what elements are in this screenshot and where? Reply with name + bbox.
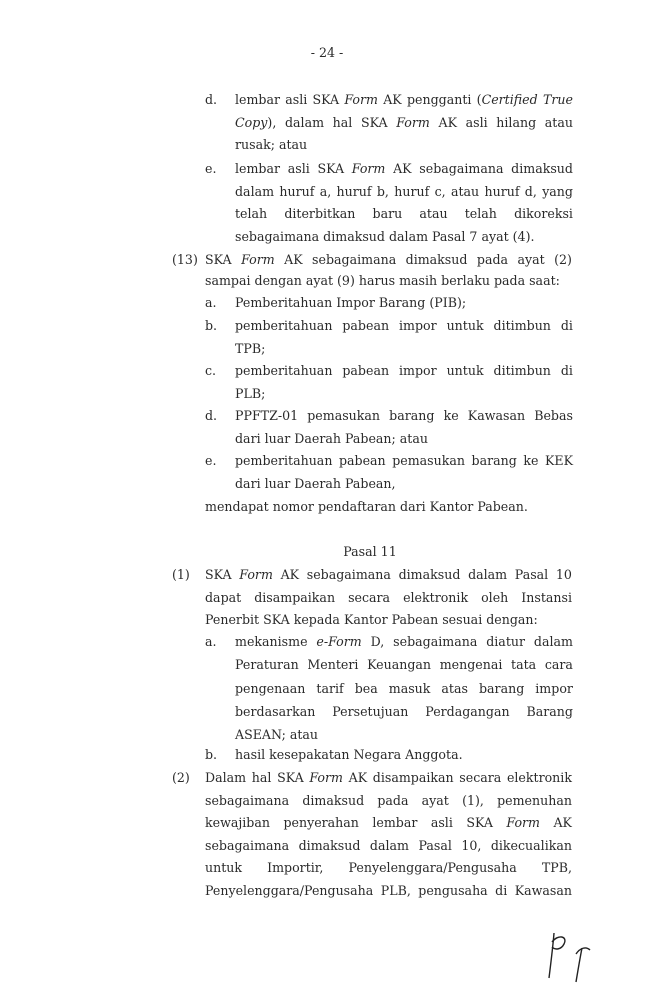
- word: hal: [251, 770, 272, 785]
- word: TPB,: [541, 860, 572, 875]
- word: pada: [476, 252, 509, 267]
- word: AK: [284, 252, 303, 267]
- word: Keuangan: [367, 657, 432, 673]
- word: SKA: [466, 815, 493, 830]
- word: dikoreksi: [514, 206, 573, 221]
- word: pemasukan: [307, 408, 381, 423]
- item-marker: b.: [205, 318, 218, 333]
- word: Importir,: [267, 860, 324, 875]
- word: dalam: [369, 837, 409, 853]
- word: barang: [389, 408, 435, 423]
- word: atas: [441, 680, 468, 696]
- word: SKA: [277, 770, 304, 785]
- word: di: [495, 882, 508, 898]
- word: e-Form: [316, 634, 362, 649]
- word: ditimbun: [493, 318, 551, 333]
- word: huruf: [394, 183, 430, 199]
- text-line: [205, 590, 572, 606]
- word: barang: [471, 453, 517, 468]
- word: Instansi: [521, 589, 572, 605]
- word: ayat: [517, 252, 545, 267]
- word: Menteri: [307, 657, 359, 673]
- word: atau: [450, 183, 480, 199]
- item-marker: (1): [172, 567, 190, 582]
- word: dimaksud: [405, 252, 468, 267]
- text-line: ASEAN; atau: [235, 727, 319, 743]
- word: mengenai: [439, 657, 503, 673]
- word: Perdagangan: [425, 703, 510, 719]
- word: pada: [377, 792, 409, 808]
- text-line: [235, 634, 573, 650]
- word: impor: [535, 680, 573, 696]
- item-marker: a.: [205, 295, 217, 310]
- word: (2): [554, 252, 572, 267]
- item-marker: b.: [205, 747, 218, 762]
- text-line: [205, 567, 572, 583]
- handwritten-initials-signature: [540, 928, 600, 983]
- word: dikecualikan: [490, 837, 572, 853]
- word: dalam: [468, 567, 508, 582]
- word: mekanisme: [235, 634, 308, 649]
- word: atau: [419, 206, 448, 221]
- word: dalam: [235, 183, 275, 199]
- text-line: [235, 681, 573, 697]
- word: diterbitkan: [284, 206, 356, 221]
- item-marker: (2): [172, 770, 190, 785]
- word: Form: [506, 815, 540, 830]
- text-line: [235, 704, 573, 720]
- word: 10,: [461, 837, 482, 853]
- item-marker: (13): [172, 252, 198, 267]
- word: pemberitahuan: [235, 363, 333, 378]
- word: 10: [555, 567, 572, 582]
- word: hal: [332, 114, 353, 130]
- word: SKA: [317, 161, 345, 176]
- word: secara: [348, 589, 391, 605]
- word: masuk: [388, 680, 431, 696]
- word: dimaksud: [398, 567, 461, 582]
- text-line: [205, 838, 572, 854]
- word: hilang: [496, 114, 537, 130]
- item-marker: d.: [205, 92, 218, 107]
- word: PLB,: [380, 882, 411, 898]
- word: Penyelenggara/Pengusaha: [348, 860, 517, 875]
- word: dimaksud: [302, 792, 365, 808]
- text-line: mendapat nomor pendaftaran dari Kantor Pabean.: [205, 499, 528, 514]
- text-line: [235, 206, 573, 222]
- word: sebagaimana: [419, 161, 504, 176]
- word: SKA: [360, 114, 388, 130]
- word: disampaikan: [254, 589, 336, 605]
- word: ke: [443, 408, 459, 423]
- word: dimaksud: [511, 161, 573, 176]
- word: dalam: [533, 634, 573, 649]
- text-line: [205, 793, 572, 809]
- word: Kawasan: [467, 408, 526, 423]
- word: baru: [372, 206, 403, 221]
- word: AK: [280, 567, 300, 582]
- text-line: [235, 184, 573, 200]
- word: cara: [544, 657, 573, 673]
- word: (1),: [462, 792, 484, 808]
- article-heading: Pasal 11: [343, 544, 397, 559]
- word: lembar: [235, 92, 281, 107]
- word: impor: [399, 363, 437, 378]
- item-marker: e.: [205, 161, 217, 176]
- word: untuk: [205, 860, 243, 875]
- word: huruf: [484, 183, 520, 199]
- word: huruf: [336, 183, 372, 199]
- item-marker: a.: [205, 634, 217, 649]
- word: berdasarkan: [235, 703, 316, 719]
- word: bea: [354, 680, 378, 696]
- word: pabean: [342, 363, 390, 378]
- word: a,: [319, 183, 332, 199]
- word: elektronik: [403, 589, 469, 605]
- word: asli: [285, 92, 308, 107]
- word: sebagaimana: [205, 837, 290, 853]
- word: Form: [344, 92, 378, 107]
- text-line: [205, 252, 572, 268]
- text-line: [205, 860, 572, 876]
- text-line: [235, 318, 573, 334]
- word: ditimbun: [493, 363, 551, 378]
- word: penyerahan: [283, 815, 359, 830]
- word: AK: [553, 815, 572, 830]
- word: di: [560, 363, 573, 378]
- word: pemasukan: [392, 453, 466, 468]
- page-number: - 24 -: [310, 45, 344, 60]
- text-line: [205, 815, 572, 831]
- word: tata: [511, 657, 537, 673]
- word: Form: [241, 252, 275, 267]
- word: Peraturan: [235, 657, 299, 673]
- text-line: [205, 883, 572, 899]
- word: elektronik: [506, 770, 572, 785]
- word: disampaikan: [372, 770, 454, 785]
- word: ayat: [421, 792, 449, 808]
- word: pemberitahuan: [235, 318, 333, 333]
- word: b,: [376, 183, 389, 199]
- word: Penyelenggara/Pengusaha: [205, 882, 374, 898]
- word: KEK: [544, 453, 573, 468]
- word: PPFTZ-01: [235, 408, 299, 423]
- word: barang: [478, 680, 525, 696]
- word: untuk: [446, 363, 484, 378]
- word: sebagaimana: [205, 792, 290, 808]
- word: asli: [465, 114, 488, 130]
- word: Pasal: [418, 837, 452, 853]
- word: AK: [348, 770, 368, 785]
- word: Bebas: [534, 408, 573, 423]
- text-line: TPB;: [235, 340, 266, 356]
- word: lembar: [372, 815, 418, 830]
- word: atau: [544, 114, 573, 130]
- word: SKA: [205, 252, 232, 267]
- word: asli: [287, 161, 310, 176]
- text-line: sebagaimana dimaksud dalam Pasal 7 ayat (4).: [235, 228, 535, 244]
- word: Copy),: [235, 114, 277, 130]
- word: AK: [383, 92, 402, 107]
- text-line: [235, 161, 573, 177]
- word: oleh: [481, 589, 509, 605]
- word: pabean: [342, 318, 390, 333]
- item-marker: e.: [205, 453, 217, 468]
- word: pabean: [338, 453, 386, 468]
- text-line: [235, 92, 573, 108]
- word: sebagaimana: [312, 252, 397, 267]
- word: Pasal: [514, 567, 549, 582]
- word: Barang: [526, 703, 573, 719]
- item-marker: c.: [205, 363, 217, 378]
- word: huruf: [279, 183, 315, 199]
- word: diatur: [486, 634, 526, 649]
- word: sebagaimana: [393, 634, 478, 649]
- word: SKA: [312, 92, 340, 107]
- text-line: rusak; atau: [235, 137, 308, 152]
- word: Persetujuan: [332, 703, 409, 719]
- word: Form: [351, 161, 386, 176]
- text-line: [235, 657, 573, 673]
- text-line: Penerbit SKA kepada Kantor Pabean sesuai dengan:: [205, 612, 538, 627]
- word: Form: [239, 567, 273, 582]
- text-line: sampai dengan ayat (9) harus masih berlaku pada saat:: [205, 273, 560, 288]
- word: SKA: [205, 567, 232, 582]
- word: AK: [393, 161, 412, 176]
- word: sebagaimana: [306, 567, 391, 582]
- text-line: PLB;: [235, 385, 266, 401]
- text-line: [235, 408, 573, 424]
- word: dimaksud: [298, 837, 361, 853]
- word: dapat: [205, 589, 242, 605]
- word: telah: [235, 206, 268, 221]
- word: pengenaan: [235, 680, 306, 696]
- word: pengganti: [406, 92, 472, 107]
- word: yang: [542, 183, 573, 199]
- word: ke: [523, 453, 539, 468]
- word: AK: [438, 114, 457, 130]
- word: c,: [434, 183, 446, 199]
- item-marker: d.: [205, 408, 218, 423]
- text-line: dari luar Daerah Pabean,: [235, 475, 396, 491]
- word: (Certified: [476, 92, 538, 107]
- word: telah: [464, 206, 497, 221]
- text-line: hasil kesepakatan Negara Anggota.: [235, 747, 463, 762]
- word: tarif: [316, 680, 344, 696]
- word: asli: [430, 815, 453, 830]
- text-line: Pemberitahuan Impor Barang (PIB);: [235, 295, 467, 310]
- word: pemberitahuan: [235, 453, 333, 468]
- word: secara: [459, 770, 502, 785]
- word: Kawasan: [514, 882, 572, 898]
- text-line: [235, 115, 573, 131]
- word: untuk: [446, 318, 484, 333]
- word: d,: [524, 183, 537, 199]
- text-line: [205, 770, 572, 786]
- word: True: [542, 92, 573, 107]
- word: Form: [309, 770, 343, 785]
- word: dalam: [284, 114, 325, 130]
- word: Form: [396, 114, 430, 130]
- word: Dalam: [205, 770, 247, 785]
- word: kewajiban: [205, 815, 270, 830]
- word: impor: [399, 318, 437, 333]
- word: D,: [370, 634, 385, 649]
- text-line: [235, 363, 573, 379]
- word: pemenuhan: [497, 792, 572, 808]
- text-line: [235, 453, 573, 469]
- word: lembar: [235, 161, 281, 176]
- text-line: dari luar Daerah Pabean; atau: [235, 430, 428, 446]
- word: pengusaha: [418, 882, 488, 898]
- word: di: [560, 318, 573, 333]
